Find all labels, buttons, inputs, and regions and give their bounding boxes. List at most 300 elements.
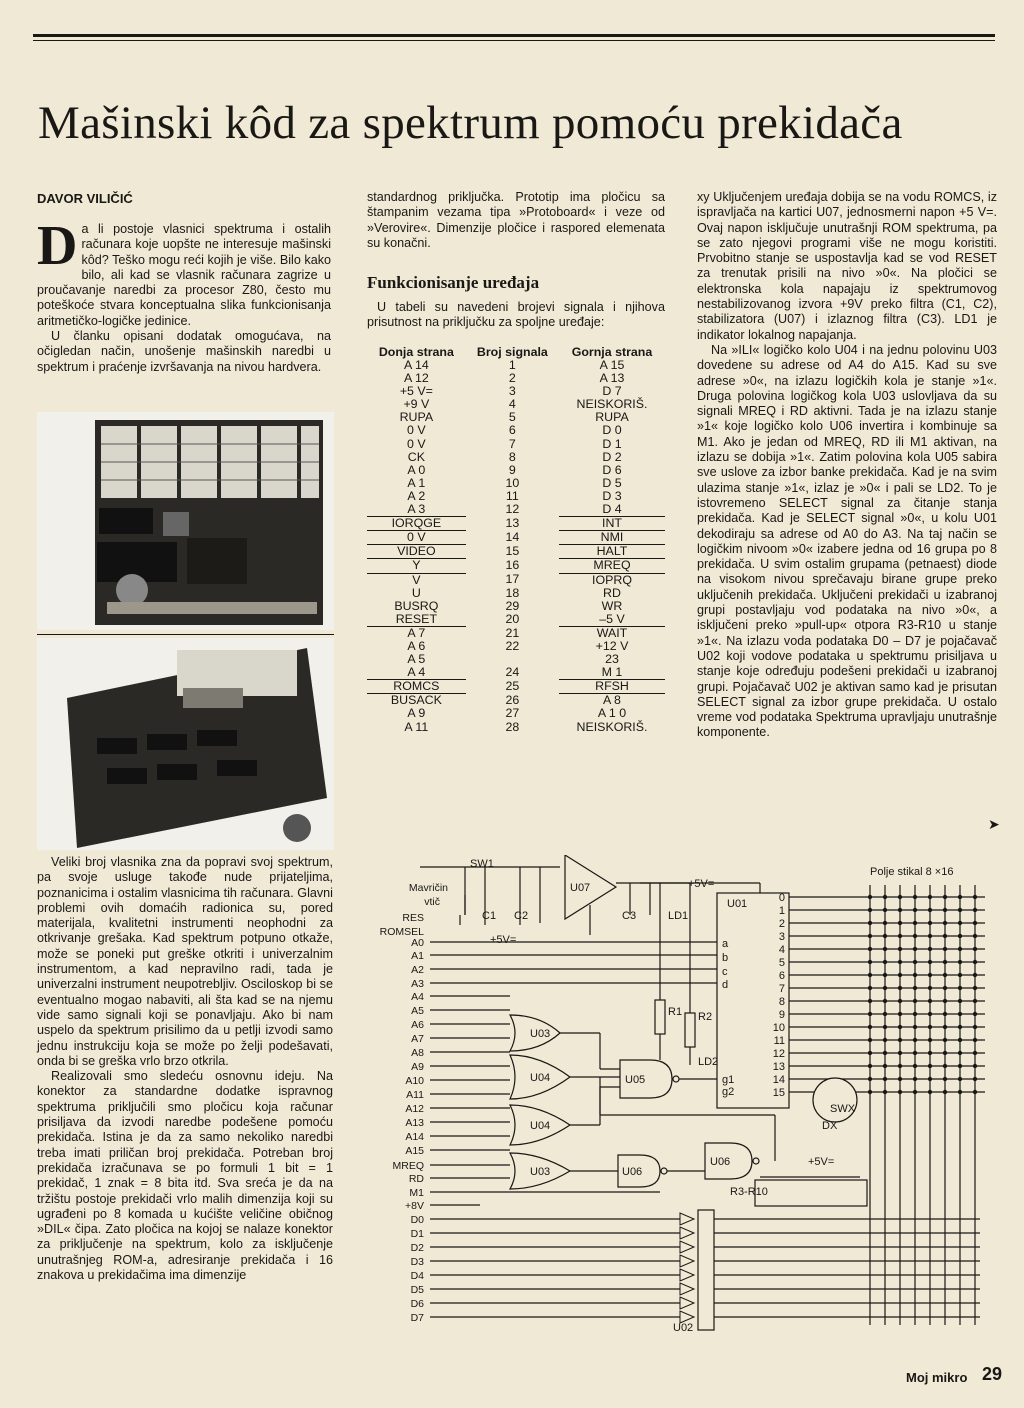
table-cell: A 6 bbox=[407, 638, 426, 653]
matrix-diode bbox=[928, 999, 932, 1003]
table-cell: CK bbox=[407, 449, 425, 464]
paragraph-7: Na »ILI« logičko kolo U04 i na jednu polovinu U03 dovedene su adrese od A4 do A15. Kad su sve adrese »0«, na izlazu logičkih kola je stanje »1«. Druga polovina logičkog kola U03 uslovljava da su signali MREQ i RD aktivni. Tada je na izlazu stanje »1« koje logičko kolo U06 invertira i kombinuje sa M1. Ako je jedan od MREQ, RD ili M1 aktivan, na izlazu se dobija »1«. Zatim polovina kola U05 sabira sve uslove za izbor banke prekidača. Kad je na svim ulazima stanje »1«, izlaz je »0« i pali se LD2. To je istovremeno SELECT signal za čitanje stanja prekidača. Kad je SELECT signal »0«, u kolu U01 dekodiraju sa adrese od A0 do A3. Na taj način se logičkim nivoom »0« izabere jedna od 16 grupa po 8 prekidača. U svim ostalim grupama (petnaest) diode na visokom nivou sprečavaju birane grupe preko uključenih prekidača. Uključeni prekidači u izabranoj grupi postavljaju vod podataka na nivo »0«, a isključeni preko »pull-up« otpora R3-R10 u stanje »1«. Na izlazu voda podataka D0 – D7 je pojačavač U02 koji vodove podataka u spektrumu prisiljava u stanje koje određuju podešeni prekidači u izabranoj grupi. Pojačavač U02 je aktivan samo kad je prisutan SELECT signal za izbor grupe prekidača. U ostalo vreme vod podataka Spektruma upravljaju unutrašnje komponente. bbox=[697, 342, 997, 740]
left-column-bottom bbox=[37, 855, 333, 1283]
matrix-diode bbox=[928, 1012, 932, 1016]
chip-label: U04 bbox=[530, 1120, 551, 1132]
schematic-label: A4 bbox=[411, 991, 424, 1003]
schematic-label: A5 bbox=[411, 1005, 424, 1017]
part-label: LD1 bbox=[668, 910, 689, 922]
table-cell: +12 V bbox=[595, 638, 629, 653]
table-cell: NEISKORIŠ. bbox=[576, 719, 648, 734]
matrix-diode bbox=[928, 921, 932, 925]
table-row bbox=[367, 666, 665, 680]
schematic-label: D7 bbox=[410, 1312, 424, 1324]
table-row bbox=[367, 721, 665, 734]
table-cell: VIDEO bbox=[367, 545, 466, 559]
schematic-label: A11 bbox=[406, 1089, 424, 1101]
matrix-diode bbox=[943, 934, 947, 938]
matrix-diode bbox=[973, 1012, 977, 1016]
matrix-diode bbox=[913, 1038, 917, 1042]
table-cell: 10 bbox=[505, 475, 520, 490]
table-cell: 5 bbox=[508, 410, 516, 425]
matrix-diode bbox=[883, 986, 887, 990]
table-cell: 11 bbox=[505, 488, 519, 503]
matrix-diode bbox=[943, 1051, 947, 1055]
matrix-diode bbox=[928, 908, 932, 912]
table-cell: 4 bbox=[508, 397, 516, 412]
power-label: +5V= bbox=[490, 934, 517, 946]
table-cell: NEISKORIŠ. bbox=[576, 397, 648, 412]
table-cell: A 4 bbox=[407, 665, 426, 680]
matrix-diode bbox=[928, 960, 932, 964]
matrix-diode bbox=[943, 1064, 947, 1068]
table-cell: D 5 bbox=[602, 475, 622, 490]
matrix-diode bbox=[868, 921, 872, 925]
schematic-label: A9 bbox=[411, 1061, 424, 1073]
chip-label: U07 bbox=[570, 882, 591, 894]
decoder-output: 6 bbox=[778, 970, 785, 982]
paragraph-6: xy Uključenjem uređaja dobija se na vodu ROMCS, iz ispravljača na kartici U07, jednosmerni napon +5 V=. Ovaj napon isključuje unutrašnji ROM spektruma, pa se zato njegovi programi više ne mogu koristiti. Prvobitno stanje se uspostavlja kad se vod RESET za trenutak prisili na nivo »0«. Na pločici se elektronska kola napajaju iz spektrumovog nestabilizovanog izvora +9V preko filtra (C1, C2), stabilizatora (U07) i izlaznog filtra (C3). LD1 je indikator lokalnog napajanja. bbox=[697, 190, 997, 342]
matrix-diode bbox=[883, 908, 887, 912]
schematic-label: RES bbox=[402, 912, 424, 924]
table-cell: D 4 bbox=[602, 502, 622, 517]
matrix-diode bbox=[868, 960, 872, 964]
matrix-diode bbox=[868, 1051, 872, 1055]
matrix-diode bbox=[958, 1051, 962, 1055]
continue-arrow-icon: ➤ bbox=[988, 816, 1000, 832]
table-cell: MREQ bbox=[559, 559, 665, 573]
table-cell: 8 bbox=[508, 449, 516, 464]
matrix-diode bbox=[883, 960, 887, 964]
matrix-diode bbox=[898, 1012, 902, 1016]
part-label: C2 bbox=[514, 910, 529, 922]
table-cell: RD bbox=[603, 585, 621, 600]
schematic-label: D4 bbox=[410, 1270, 424, 1282]
decoder-input: g2 bbox=[722, 1086, 735, 1098]
signal-table bbox=[367, 345, 665, 734]
table-cell: A 7 bbox=[367, 626, 466, 640]
matrix-diode bbox=[958, 960, 962, 964]
part-label: SWX bbox=[830, 1103, 856, 1115]
matrix-diode bbox=[913, 908, 917, 912]
decoder-output: 10 bbox=[772, 1022, 785, 1034]
table-cell: 7 bbox=[508, 436, 516, 451]
table-cell bbox=[466, 653, 559, 666]
part-label: SW1 bbox=[470, 858, 494, 870]
table-cell: A 2 bbox=[407, 488, 426, 503]
table-header: Donja strana bbox=[378, 345, 454, 359]
decoder-output: 7 bbox=[778, 983, 785, 995]
table-cell: WR bbox=[601, 598, 623, 613]
matrix-diode bbox=[868, 1077, 872, 1081]
matrix-diode bbox=[973, 1038, 977, 1042]
matrix-diode bbox=[943, 895, 947, 899]
matrix-diode bbox=[958, 1090, 962, 1094]
schematic-label: A13 bbox=[405, 1117, 424, 1129]
matrix-diode bbox=[883, 999, 887, 1003]
schematic-label: A10 bbox=[405, 1075, 424, 1087]
schematic-label: D1 bbox=[410, 1228, 424, 1240]
decoder-input: d bbox=[722, 979, 729, 991]
matrix-diode bbox=[883, 1038, 887, 1042]
decoder-output: 5 bbox=[778, 957, 785, 969]
matrix-diode bbox=[928, 1051, 932, 1055]
matrix-diode bbox=[898, 960, 902, 964]
top-rule-thin bbox=[33, 40, 995, 41]
table-cell: IOPRQ bbox=[559, 573, 665, 587]
table-cell: A 11 bbox=[404, 719, 429, 734]
matrix-diode bbox=[958, 908, 962, 912]
schematic-label: A6 bbox=[411, 1019, 424, 1031]
matrix-diode bbox=[868, 908, 872, 912]
decoder-input: g1 bbox=[722, 1074, 735, 1086]
matrix-diode bbox=[958, 921, 962, 925]
matrix-diode bbox=[973, 1064, 977, 1068]
photo-caption-rule bbox=[37, 634, 334, 635]
photo-board-assembled bbox=[37, 638, 334, 850]
schematic-label: D6 bbox=[410, 1298, 424, 1310]
table-row bbox=[367, 545, 665, 559]
matrix-diode bbox=[868, 895, 872, 899]
matrix-diode bbox=[958, 1025, 962, 1029]
table-cell: 15 bbox=[505, 544, 520, 559]
matrix-diode bbox=[868, 934, 872, 938]
table-cell: BUSRQ bbox=[394, 598, 439, 613]
table-cell: WAIT bbox=[559, 626, 665, 640]
schematic-label: D3 bbox=[410, 1256, 424, 1268]
chip-label: U03 bbox=[530, 1028, 551, 1040]
table-cell: 25 bbox=[505, 679, 520, 694]
decoder-output: 12 bbox=[772, 1048, 785, 1060]
circuit-schematic bbox=[360, 855, 1005, 1335]
matrix-diode bbox=[943, 973, 947, 977]
decoder-output: 3 bbox=[778, 931, 785, 943]
matrix-diode bbox=[973, 934, 977, 938]
matrix-diode bbox=[928, 947, 932, 951]
matrix-diode bbox=[913, 960, 917, 964]
table-row bbox=[367, 707, 665, 720]
table-cell: 20 bbox=[505, 612, 520, 627]
matrix-diode bbox=[943, 999, 947, 1003]
schematic-label: MREQ bbox=[392, 1160, 424, 1172]
matrix-diode bbox=[898, 895, 902, 899]
table-row bbox=[367, 503, 665, 517]
table-cell: 13 bbox=[505, 516, 520, 531]
decoder-input: a bbox=[722, 938, 729, 950]
matrix-diode bbox=[898, 908, 902, 912]
table-cell: D 3 bbox=[602, 488, 622, 503]
table-cell: IORQGE bbox=[367, 517, 466, 531]
table-header: Broj signala bbox=[476, 345, 548, 359]
decoder-output: 0 bbox=[778, 892, 785, 904]
matrix-diode bbox=[958, 895, 962, 899]
paragraph-2: Veliki broj vlasnika zna da popravi svoj spektrum, pa svoje usluge takođe nude prijateljima, poznanicima i ostalim vlasnicima tih računara. Glavni problemi ovih domaćih radionica su, pored materijala, kvalitetni instrumenti neophodni za otkrivanje grešaka. Kad spektrum potpuno otkaže, može se poneki put greške otkriti i univerzalnim instrumentom, a kad nepravilno radi, tada je univerzalni instrument neupotrebljiv. Osciloskop bi se eventualno mogao nabaviti, ali šta kad se na njemu vide samo signali koji se ponavljaju. Ako bi nam uspelo da spektrum prisilimo da u petlji izvodi samo jednu instrukciju koja se može po želji podešavati, onda bi se greška vrlo brzo otkrila. bbox=[37, 855, 333, 1068]
matrix-diode bbox=[943, 921, 947, 925]
table-cell: +9 V bbox=[403, 397, 430, 412]
table-cell: 24 bbox=[505, 665, 520, 680]
matrix-diode bbox=[868, 1025, 872, 1029]
schematic-label: D0 bbox=[410, 1214, 424, 1226]
matrix-diode bbox=[958, 986, 962, 990]
matrix-diode bbox=[898, 1025, 902, 1029]
matrix-diode bbox=[943, 1025, 947, 1029]
matrix-diode bbox=[868, 1090, 872, 1094]
matrix-diode bbox=[928, 934, 932, 938]
table-cell: 18 bbox=[505, 585, 520, 600]
matrix-diode bbox=[883, 921, 887, 925]
matrix-diode bbox=[883, 895, 887, 899]
part-label: R2 bbox=[698, 1011, 713, 1023]
table-cell: A 12 bbox=[403, 371, 429, 386]
table-intro bbox=[367, 300, 665, 331]
paragraph-3: Realizovali smo sledeću osnovnu ideju. Na konektor za standardne dodatke ispravnog spektruma priključili smo pločicu koja računar prisiljava da izvodi naredbe podešene pomoću prekidača. Istina je da za samo nekoliko naredbi treba imati priličan broj prekidača. Potreban broj prekidača izračunava se po formuli 1 bit = 1 prekidač, 1 znak = 8 bita itd. Sva sreća je da na tržištu postoje prekidači vrlo malih dimenzija koji su ugrađeni po 8 komada u kućište veličine običnog »DIL« čipa. Zato pločica na kojoj se nalaze konektor za priključenje na spektrum, kolo za isključenje unutrašnjeg ROM-a, adresiranje prekidača i 16 znakova u prekidačima ima dimenzije bbox=[37, 1069, 333, 1283]
table-row bbox=[367, 613, 665, 627]
decoder-output: 8 bbox=[778, 996, 785, 1008]
table-cell: ROMCS bbox=[367, 680, 466, 694]
matrix-diode bbox=[898, 1090, 902, 1094]
matrix-diode bbox=[898, 921, 902, 925]
schematic-label: A3 bbox=[411, 978, 424, 990]
matrix-diode bbox=[973, 960, 977, 964]
table-cell: A 1 0 bbox=[597, 706, 627, 721]
matrix-diode bbox=[943, 1012, 947, 1016]
schematic-label: vtič bbox=[424, 896, 440, 908]
matrix-diode bbox=[943, 1090, 947, 1094]
paragraph-4: standardnog priključka. Prototip ima pločicu sa štampanim vezama tipa »Protoboard« i veze od »Verovire«. Dimenzije pločice i raspored elemenata su konačni. bbox=[367, 190, 665, 250]
table-row bbox=[367, 587, 665, 600]
table-cell: 0 V bbox=[407, 423, 426, 438]
power-label: +5V= bbox=[688, 878, 715, 890]
table-cell: 22 bbox=[505, 638, 520, 653]
intro-paragraph: a li postoje vlasnici spektruma i ostalih računara koje uopšte ne interesuje mašinski kôd? Teško mogu reći kojih je više. Bilo kako bilo, ali kad se vlasnik računara zagrize u proučavanje naredbi za procesor Z80, često mu poteškoće stvara konceptualna slika funkcionisanja aritmetičko-logičke jedinice. bbox=[37, 222, 331, 328]
table-cell: 1 bbox=[508, 358, 516, 372]
matrix-diode bbox=[928, 1025, 932, 1029]
matrix-diode bbox=[913, 1064, 917, 1068]
table-row bbox=[367, 680, 665, 694]
right-column bbox=[697, 190, 997, 741]
matrix-diode bbox=[928, 1090, 932, 1094]
schematic-label: RD bbox=[408, 1173, 424, 1185]
table-cell: 14 bbox=[505, 530, 520, 545]
schematic-label: D2 bbox=[410, 1242, 424, 1254]
matrix-diode bbox=[973, 921, 977, 925]
matrix-diode bbox=[898, 934, 902, 938]
table-cell: D 1 bbox=[602, 436, 622, 451]
matrix-diode bbox=[943, 1077, 947, 1081]
table-cell: INT bbox=[559, 517, 665, 531]
table-row bbox=[367, 477, 665, 490]
table-row bbox=[367, 626, 665, 640]
chip-label: U05 bbox=[625, 1074, 646, 1086]
matrix-diode bbox=[883, 1012, 887, 1016]
table-cell: NMI bbox=[559, 531, 665, 545]
chip-label: U03 bbox=[530, 1166, 551, 1178]
table-cell: 21 bbox=[505, 625, 520, 640]
table-cell: RUPA bbox=[595, 410, 629, 425]
table-cell: D 0 bbox=[602, 423, 622, 438]
table-cell: U bbox=[411, 585, 421, 600]
part-label: C1 bbox=[482, 910, 497, 922]
table-cell: 28 bbox=[505, 719, 520, 734]
decoder-output: 9 bbox=[778, 1009, 785, 1021]
table-cell: 0 V bbox=[367, 531, 466, 545]
matrix-diode bbox=[973, 908, 977, 912]
table-row bbox=[367, 464, 665, 477]
middle-column bbox=[367, 190, 665, 251]
table-cell: D 7 bbox=[602, 384, 622, 399]
table-cell: 23 bbox=[605, 652, 619, 667]
table-row bbox=[367, 573, 665, 587]
matrix-diode bbox=[928, 986, 932, 990]
table-cell: A 15 bbox=[599, 358, 625, 372]
matrix-diode bbox=[883, 1090, 887, 1094]
chip-label: U06 bbox=[710, 1156, 731, 1168]
table-cell: 17 bbox=[505, 572, 520, 587]
matrix-diode bbox=[913, 921, 917, 925]
decoder-output: 4 bbox=[778, 944, 785, 956]
part-label: R1 bbox=[668, 1006, 683, 1018]
matrix-diode bbox=[898, 973, 902, 977]
chip-label: U04 bbox=[530, 1072, 551, 1084]
table-cell: 9 bbox=[508, 462, 516, 477]
matrix-diode bbox=[898, 1051, 902, 1055]
table-cell: 12 bbox=[505, 502, 520, 517]
magazine-name: Moj mikro bbox=[906, 1370, 968, 1385]
matrix-diode bbox=[913, 895, 917, 899]
matrix-diode bbox=[958, 947, 962, 951]
decoder-output: 14 bbox=[772, 1074, 785, 1086]
table-cell: A 14 bbox=[403, 358, 429, 372]
schematic-label: A14 bbox=[405, 1131, 424, 1143]
chip-label: U02 bbox=[673, 1322, 694, 1334]
table-cell: A 9 bbox=[407, 706, 426, 721]
schematic-label: M1 bbox=[409, 1187, 424, 1199]
table-cell: 26 bbox=[505, 693, 520, 708]
matrix-diode bbox=[943, 960, 947, 964]
table-cell: D 2 bbox=[602, 449, 622, 464]
schematic-label: ROMSEL bbox=[379, 926, 424, 938]
matrix-diode bbox=[868, 973, 872, 977]
matrix-diode bbox=[973, 947, 977, 951]
matrix-diode bbox=[883, 1064, 887, 1068]
decoder-input: b bbox=[722, 952, 729, 964]
matrix-diode bbox=[973, 1051, 977, 1055]
table-row bbox=[367, 517, 665, 531]
matrix-diode bbox=[883, 934, 887, 938]
matrix-diode bbox=[928, 1064, 932, 1068]
matrix-title: Polje stikal 8 ×16 bbox=[870, 866, 954, 878]
matrix-diode bbox=[868, 1038, 872, 1042]
matrix-diode bbox=[943, 1038, 947, 1042]
author-name: DAVOR VILIČIĆ bbox=[37, 191, 133, 206]
matrix-diode bbox=[958, 1012, 962, 1016]
schematic-label: A2 bbox=[411, 964, 424, 976]
matrix-diode bbox=[973, 895, 977, 899]
table-cell: M 1 bbox=[601, 665, 623, 680]
table-header: Gornja strana bbox=[571, 345, 653, 359]
matrix-diode bbox=[958, 1038, 962, 1042]
part-label: C3 bbox=[622, 910, 637, 922]
matrix-diode bbox=[958, 1077, 962, 1081]
article-title: Mašinski kôd za spektrum pomoću prekidača bbox=[38, 97, 903, 149]
chip-label: U01 bbox=[727, 898, 748, 910]
table-cell: Y bbox=[367, 559, 466, 573]
table-cell: 2 bbox=[508, 371, 516, 386]
table-cell: 3 bbox=[508, 384, 516, 399]
matrix-diode bbox=[898, 947, 902, 951]
table-row bbox=[367, 694, 665, 708]
table-cell: A 5 bbox=[407, 652, 426, 667]
matrix-diode bbox=[868, 986, 872, 990]
matrix-diode bbox=[868, 1064, 872, 1068]
table-cell: RFSH bbox=[559, 680, 665, 694]
table-cell: 16 bbox=[505, 558, 520, 573]
schematic-label: A8 bbox=[411, 1047, 424, 1059]
table-cell: RUPA bbox=[399, 410, 434, 425]
matrix-diode bbox=[913, 1025, 917, 1029]
table-cell: HALT bbox=[559, 545, 665, 559]
matrix-diode bbox=[883, 1077, 887, 1081]
matrix-diode bbox=[913, 1077, 917, 1081]
table-cell: 0 V bbox=[407, 436, 426, 451]
schematic-label: A15 bbox=[405, 1145, 424, 1157]
matrix-diode bbox=[943, 908, 947, 912]
schematic-label: +8V bbox=[405, 1200, 424, 1212]
table-row bbox=[367, 600, 665, 613]
subheading: Funkcionisanje uređaja bbox=[367, 273, 540, 292]
matrix-diode bbox=[868, 999, 872, 1003]
decoder-output: 11 bbox=[773, 1035, 785, 1047]
decoder-output: 13 bbox=[772, 1061, 785, 1073]
matrix-diode bbox=[958, 973, 962, 977]
matrix-diode bbox=[958, 999, 962, 1003]
paragraph-1: U članku opisani dodatak omogućava, na očigledan način, unošenje mašinskih naredbi u spektrum i praćenje izvršavanja na nivou hardvera. bbox=[37, 329, 331, 374]
table-row bbox=[367, 531, 665, 545]
matrix-diode bbox=[973, 999, 977, 1003]
matrix-diode bbox=[973, 1077, 977, 1081]
table-cell: 27 bbox=[505, 706, 520, 721]
matrix-diode bbox=[913, 973, 917, 977]
matrix-diode bbox=[913, 999, 917, 1003]
table-cell: A 1 bbox=[407, 475, 426, 490]
decoder-output: 1 bbox=[778, 905, 785, 917]
matrix-diode bbox=[958, 1064, 962, 1068]
chip-label: U06 bbox=[622, 1166, 643, 1178]
table-cell: A 3 bbox=[407, 502, 426, 517]
matrix-diode bbox=[973, 1090, 977, 1094]
table-cell: D 6 bbox=[602, 462, 622, 477]
matrix-diode bbox=[943, 986, 947, 990]
matrix-diode bbox=[928, 973, 932, 977]
matrix-diode bbox=[883, 973, 887, 977]
matrix-diode bbox=[868, 947, 872, 951]
part-label: DX bbox=[822, 1120, 838, 1132]
table-cell: 29 bbox=[505, 598, 520, 613]
matrix-diode bbox=[928, 895, 932, 899]
matrix-diode bbox=[883, 1051, 887, 1055]
table-cell: +5 V= bbox=[399, 384, 433, 399]
matrix-diode bbox=[943, 947, 947, 951]
matrix-diode bbox=[973, 973, 977, 977]
table-cell: A 8 bbox=[559, 694, 665, 708]
matrix-diode bbox=[928, 1038, 932, 1042]
matrix-diode bbox=[913, 934, 917, 938]
matrix-diode bbox=[898, 1077, 902, 1081]
schematic-label: Mavričin bbox=[408, 882, 448, 894]
decoder-output: 2 bbox=[778, 918, 785, 930]
drop-cap: D bbox=[37, 215, 78, 277]
top-rule bbox=[33, 34, 995, 37]
